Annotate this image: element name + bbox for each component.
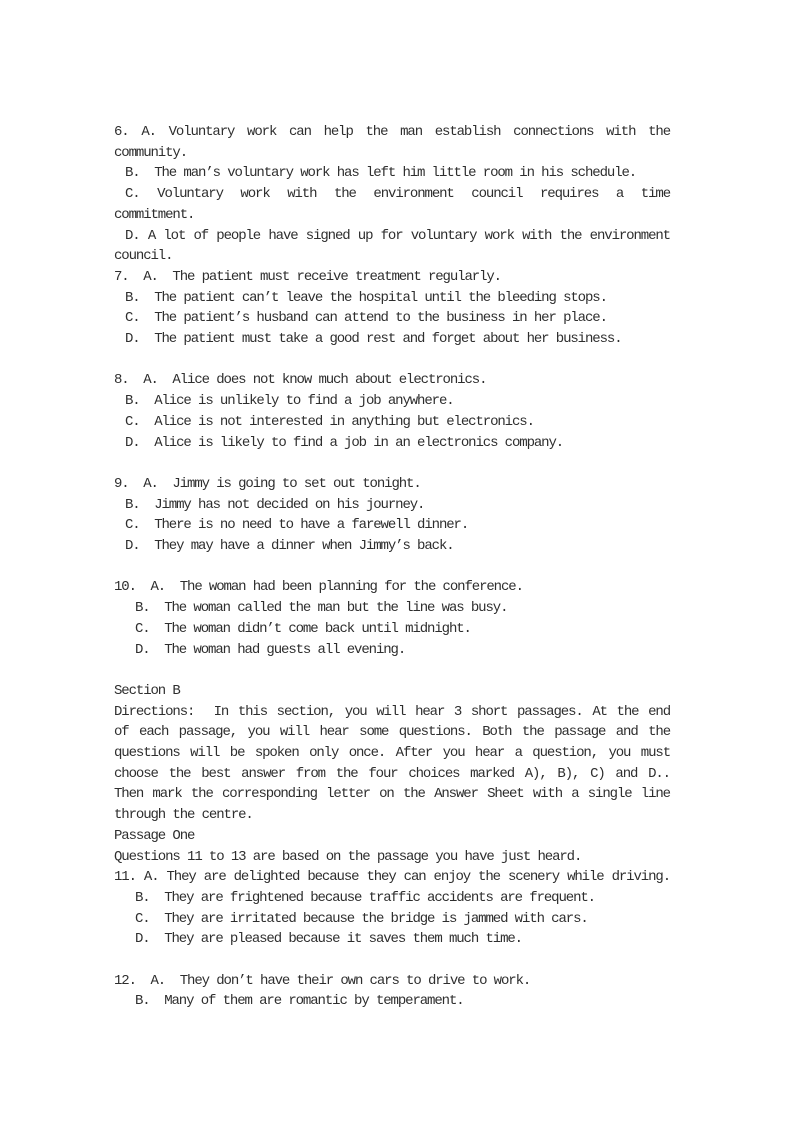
text-line: C. The patient’s husband can attend to the business in her place. bbox=[125, 310, 607, 327]
text-line: 8. A. Alice does not know much about electronics. bbox=[114, 372, 487, 389]
text-line: C. There is no need to have a farewell dinner. bbox=[125, 517, 469, 534]
blank-line bbox=[114, 350, 670, 371]
text-line: questions will be spoken only once. After you hear a question, you must bbox=[114, 745, 670, 762]
text-line: C. The woman didn’t come back until midnight. bbox=[135, 620, 471, 637]
text-line: D. The woman had guests all evening. bbox=[135, 641, 406, 658]
text-line: D. The patient must take a good rest and forget about her business. bbox=[125, 331, 622, 348]
text-line: B. They are frightened because traffic accidents are frequent. bbox=[135, 889, 595, 906]
blank-line bbox=[114, 660, 670, 681]
blank-line bbox=[114, 453, 670, 474]
text-line: C. Alice is not interested in anything but electronics. bbox=[125, 413, 534, 430]
text-line: Then mark the corresponding letter on the Answer Sheet with a single line bbox=[114, 786, 670, 803]
text-line: B. Alice is unlikely to find a job anywhere. bbox=[125, 393, 454, 410]
text-line: commitment. bbox=[114, 206, 195, 223]
text-line: D. A lot of people have signed up for voluntary work with the environment bbox=[125, 227, 670, 244]
text-line: Questions 11 to 13 are based on the passage you have just heard. bbox=[114, 848, 582, 865]
text-line: C. Voluntary work with the environment council requires a time bbox=[125, 186, 670, 203]
text-line: B. Many of them are romantic by temperament. bbox=[135, 993, 464, 1010]
text-line: Directions: In this section, you will hear 3 short passages. At the end bbox=[114, 703, 670, 720]
text-line: 11. A. They are delighted because they can enjoy the scenery while driving. bbox=[114, 869, 670, 886]
text-line: 7. A. The patient must receive treatment regularly. bbox=[114, 268, 501, 285]
text-line: 9. A. Jimmy is going to set out tonight. bbox=[114, 475, 421, 492]
text-line: Passage One bbox=[114, 827, 195, 844]
text-line: council. bbox=[114, 248, 173, 265]
text-line: D. They are pleased because it saves them much time. bbox=[135, 931, 522, 948]
text-line: D. Alice is likely to find a job in an electronics company. bbox=[125, 434, 564, 451]
text-line: 12. A. They don’t have their own cars to drive to work. bbox=[114, 972, 531, 989]
text-line: B. The patient can’t leave the hospital until the bleeding stops. bbox=[125, 289, 607, 306]
text-line: D. They may have a dinner when Jimmy’s back. bbox=[125, 538, 454, 555]
text-line: B. The man’s voluntary work has left him little room in his schedule. bbox=[125, 165, 637, 182]
text-line: 10. A. The woman had been planning for the conference. bbox=[114, 579, 523, 596]
text-line: community. bbox=[114, 144, 188, 161]
text-line: choose the best answer from the four choices marked A), B), C) and D.. bbox=[114, 765, 670, 782]
text-line: B. Jimmy has not decided on his journey. bbox=[125, 496, 425, 513]
blank-line bbox=[114, 950, 670, 971]
blank-line bbox=[114, 557, 670, 578]
text-line: 6. A. Voluntary work can help the man establish connections with the bbox=[114, 124, 670, 140]
document-content bbox=[114, 122, 670, 1012]
text-line: Section B bbox=[114, 682, 180, 699]
text-line: C. They are irritated because the bridge is jammed with cars. bbox=[135, 910, 588, 927]
text-line: B. The woman called the man but the line was busy. bbox=[135, 600, 508, 617]
text-line: through the centre. bbox=[114, 807, 253, 824]
text-line: of each passage, you will hear some questions. Both the passage and the bbox=[114, 724, 670, 741]
